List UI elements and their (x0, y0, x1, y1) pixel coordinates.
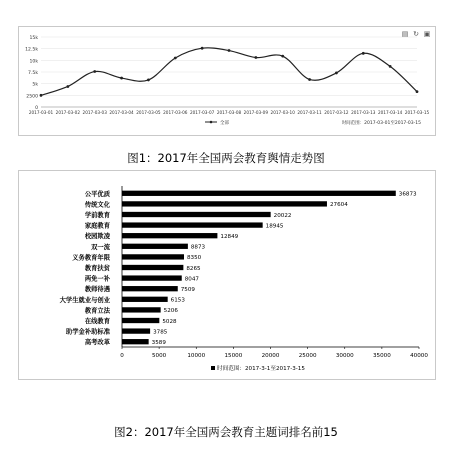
y-tick-label: 15k (29, 36, 38, 41)
bar-value-label: 5206 (163, 308, 178, 315)
category-label: 传统文化 (84, 201, 110, 209)
x-tick-label: 2017-03-05 (136, 110, 161, 115)
bar-value-label: 8265 (186, 265, 201, 272)
bar-value-label: 7509 (180, 287, 196, 293)
category-label: 校园欺凌 (84, 233, 110, 241)
bar (122, 254, 184, 259)
series-line (41, 48, 417, 96)
x-tick-label: 25000 (298, 353, 317, 359)
legend-marker (210, 121, 213, 124)
keyword-bar-chart (19, 171, 435, 379)
y-tick-label: 2500 (26, 94, 38, 100)
x-tick-label: 2017-03-14 (377, 110, 403, 115)
data-point (66, 85, 69, 88)
x-tick-label: 35000 (372, 353, 391, 359)
x-tick-label: 5000 (152, 353, 167, 359)
x-tick-label: 2017-03-15 (404, 110, 430, 115)
data-point (308, 78, 311, 81)
trend-line-chart (19, 27, 435, 135)
data-point (120, 77, 123, 80)
x-tick-label: 2017-03-06 (163, 110, 188, 115)
data-point (201, 47, 204, 50)
x-tick-label: 40000 (410, 353, 428, 359)
bar (122, 222, 263, 227)
bar (122, 275, 182, 280)
bar (122, 212, 271, 217)
data-point (147, 79, 150, 82)
bar-value-label: 5028 (162, 318, 177, 325)
legend-swatch (211, 366, 215, 370)
category-label: 大学生就业与创业 (59, 296, 110, 304)
trend-chart-panel (18, 26, 436, 136)
bar (122, 201, 327, 206)
category-label: 在线教育 (84, 318, 110, 325)
bar-value-label: 6153 (170, 297, 185, 304)
data-point (335, 72, 338, 75)
bar (122, 244, 188, 249)
y-tick-label: 5k (32, 82, 38, 88)
bar (122, 265, 183, 270)
y-tick-label: 10k (29, 59, 38, 65)
x-tick-label: 2017-03-03 (82, 110, 107, 115)
category-label: 公平优质 (84, 190, 110, 198)
category-label: 高考改革 (84, 339, 110, 347)
x-tick-label: 30000 (335, 353, 354, 359)
x-tick-label: 2017-03-10 (270, 110, 295, 115)
bar-value-label: 18945 (265, 223, 284, 230)
y-tick-label: 0 (35, 106, 38, 111)
data-point (228, 49, 231, 52)
bar-value-label: 8873 (190, 244, 206, 251)
x-tick-label: 2017-03-12 (324, 110, 349, 115)
keyword-ranking-panel (18, 170, 436, 380)
bar (122, 297, 168, 302)
time-range-label: 时间范围：2017-03-01至2017-03-15 (341, 121, 421, 126)
refresh-icon[interactable]: ↻ (413, 30, 419, 38)
bar-value-label: 36873 (398, 191, 417, 198)
x-tick-label: 2017-03-09 (243, 110, 269, 115)
bar (122, 307, 161, 312)
data-point (254, 56, 257, 59)
category-label: 教育立法 (84, 307, 110, 315)
legend-label: 全部 (220, 121, 229, 126)
y-tick-label: 12.5k (25, 47, 38, 53)
bar-value-label: 12849 (220, 234, 239, 240)
x-tick-label: 2017-03-08 (216, 110, 242, 115)
x-tick-label: 15000 (224, 353, 243, 359)
y-tick-label: 7.5k (28, 71, 38, 76)
category-label: 双一流 (91, 243, 110, 251)
category-label: 助学金补助标准 (65, 328, 110, 336)
data-point (389, 65, 392, 68)
x-tick-label: 2017-03-01 (28, 110, 54, 115)
legend-label: 时间范围：2017-3-1至2017-3-15 (217, 366, 305, 372)
chart-toolbar (401, 30, 431, 38)
bar (122, 328, 150, 333)
figure2-caption: 图2：2017年全国两会教育主题词排名前15 (114, 425, 338, 439)
category-label: 教师待遇 (84, 286, 110, 294)
bar (122, 339, 149, 344)
x-tick-label: 2017-03-13 (351, 110, 376, 115)
data-point (93, 70, 96, 73)
bar (122, 191, 396, 196)
data-view-icon[interactable]: ▤ (401, 30, 409, 38)
category-label: 教育扶贫 (84, 265, 110, 272)
x-tick-label: 2017-03-11 (297, 110, 322, 115)
data-point (416, 90, 419, 93)
data-point (174, 57, 177, 60)
figure1-caption: 图1：2017年全国两会教育舆情走势图 (127, 151, 325, 165)
bar-value-label: 8047 (184, 276, 199, 283)
category-label: 义务教育年限 (72, 254, 110, 262)
bar (122, 318, 159, 323)
x-tick-label: 10000 (187, 353, 206, 359)
bar-value-label: 20022 (273, 212, 292, 219)
x-tick-label: 2017-03-07 (189, 110, 215, 115)
bar (122, 233, 217, 238)
bar-value-label: 8350 (186, 255, 202, 262)
bar (122, 286, 178, 291)
x-tick-label: 2017-03-04 (109, 110, 134, 115)
save-image-icon[interactable]: ▣ (423, 30, 431, 38)
x-tick-label: 0 (120, 353, 124, 359)
x-tick-label: 2017-03-02 (55, 110, 81, 115)
category-label: 家庭教育 (84, 222, 110, 230)
category-label: 学前教育 (84, 212, 110, 219)
data-point (362, 52, 365, 55)
x-tick-label: 20000 (261, 353, 280, 359)
bar-value-label: 3589 (151, 340, 166, 346)
bar-value-label: 27604 (329, 202, 348, 209)
data-point (281, 55, 284, 58)
category-label: 两免一补 (84, 275, 110, 283)
data-point (40, 94, 43, 97)
bar-value-label: 3785 (153, 329, 168, 336)
